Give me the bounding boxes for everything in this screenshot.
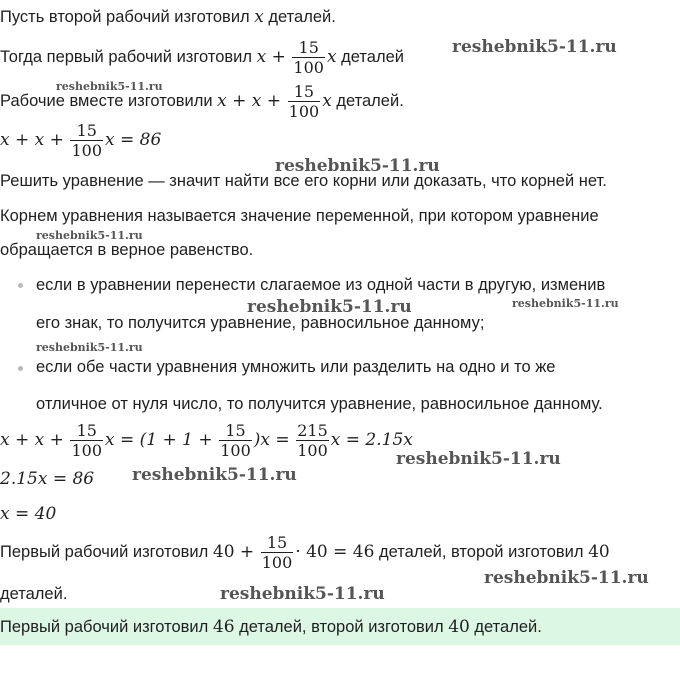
fraction-denominator: 100 bbox=[71, 141, 103, 161]
text-line-1 bbox=[0, 7, 336, 27]
watermark: reshebnik5-11.ru bbox=[247, 297, 412, 317]
bullet-2-line-2: отличное от нуля число, то получится уравнение, равносильное данному. bbox=[36, 395, 603, 413]
bullet-2-line-1: если обе части уравнения умножить или разделить на одно и то же bbox=[36, 358, 556, 376]
line3-expr: x + x + bbox=[217, 91, 282, 111]
eq1-part-1: x + x + bbox=[0, 430, 64, 450]
fraction-numerator: 15 bbox=[298, 38, 319, 58]
equation-line-5 bbox=[0, 418, 413, 462]
line1-text-b: деталей. bbox=[263, 8, 336, 26]
first-text-a: Первый рабочий изготовил bbox=[0, 543, 213, 561]
text-line-first-worker-2: деталей. bbox=[0, 585, 68, 603]
watermark: reshebnik5-11.ru bbox=[484, 568, 649, 588]
answer-text-c: деталей. bbox=[469, 618, 542, 636]
fraction-numerator: 15 bbox=[76, 121, 97, 141]
watermark: reshebnik5-11.ru bbox=[396, 449, 561, 469]
watermark: reshebnik5-11.ru bbox=[132, 465, 297, 485]
fraction-numerator: 215 bbox=[297, 421, 328, 441]
first-math-3: 40 bbox=[588, 542, 610, 562]
fraction-denominator: 100 bbox=[297, 441, 328, 461]
answer-math-2: 40 bbox=[448, 617, 470, 637]
fraction-numerator: 15 bbox=[293, 82, 315, 102]
equation-line-4 bbox=[0, 118, 161, 162]
line3-text-a: Рабочие вместе изготовили bbox=[0, 92, 218, 110]
answer-text-b: деталей, второй изготовил bbox=[234, 618, 449, 636]
first-fraction bbox=[261, 533, 294, 572]
watermark: reshebnik5-11.ru bbox=[512, 297, 619, 310]
eq1-fraction-1 bbox=[70, 421, 103, 460]
first-math-1: 40 + bbox=[212, 542, 255, 562]
equation-line-6: 2.15x = 86 bbox=[0, 469, 95, 489]
eq1-part-3: )x = bbox=[253, 430, 290, 450]
watermark: reshebnik5-11.ru bbox=[220, 584, 385, 604]
answer-box bbox=[0, 608, 680, 645]
fraction-denominator: 100 bbox=[220, 441, 251, 461]
fraction-denominator: 100 bbox=[288, 102, 320, 122]
line1-text-a: Пусть второй рабочий изготовил bbox=[0, 8, 255, 26]
answer-text-a: Первый рабочий изготовил bbox=[0, 618, 213, 636]
line3-text-b: деталей. bbox=[331, 92, 404, 110]
watermark: reshebnik5-11.ru bbox=[56, 80, 163, 93]
fraction-numerator: 15 bbox=[266, 533, 288, 553]
first-text-b: деталей, второй изготовил bbox=[374, 543, 589, 561]
fraction-denominator: 100 bbox=[71, 441, 103, 461]
fraction-denominator: 100 bbox=[293, 58, 324, 78]
line4-expr: x + x + bbox=[0, 130, 64, 150]
line2-text-a: Тогда первый рабочий изготовил bbox=[0, 48, 257, 66]
line2-expr: x + bbox=[256, 47, 286, 67]
answer-math-1: 46 bbox=[212, 617, 235, 637]
fraction-numerator: 15 bbox=[76, 421, 97, 441]
watermark: reshebnik5-11.ru bbox=[36, 229, 143, 242]
answer-text bbox=[0, 617, 542, 637]
watermark: reshebnik5-11.ru bbox=[452, 37, 617, 57]
first-math-2: · 40 = 46 bbox=[295, 542, 375, 562]
text-line-6: Корнем уравнения называется значение переменной, при котором уравнение bbox=[0, 207, 599, 225]
bullet-dot-1 bbox=[18, 283, 23, 288]
text-line-2 bbox=[0, 35, 404, 79]
eq1-fraction-3 bbox=[296, 421, 329, 460]
watermark: reshebnik5-11.ru bbox=[36, 341, 143, 354]
fraction-denominator: 100 bbox=[261, 553, 293, 573]
line3-var: x bbox=[322, 91, 332, 111]
line2-fraction bbox=[292, 38, 325, 77]
text-line-7: обращается в верное равенство. bbox=[0, 241, 254, 259]
line4-tail: x = 86 bbox=[105, 130, 162, 150]
text-line-5: Решить уравнение — значит найти все его корни или доказать, что корней нет. bbox=[0, 172, 607, 190]
eq1-part-4: x = 2.15x bbox=[330, 430, 413, 450]
fraction-numerator: 15 bbox=[225, 421, 246, 441]
eq1-part-2: x = (1 + 1 + bbox=[105, 430, 213, 450]
line3-fraction bbox=[288, 82, 321, 121]
line4-fraction bbox=[70, 121, 103, 160]
line2-var: x bbox=[326, 47, 337, 67]
bullet-1-line-1: если в уравнении перенести слагаемое из одной части в другую, изменив bbox=[36, 276, 606, 294]
bullet-dot-2 bbox=[18, 366, 23, 371]
watermark: reshebnik5-11.ru bbox=[275, 156, 440, 176]
bullet-1-line-2: его знак, то получится уравнение, равносильное данному; bbox=[36, 314, 485, 332]
line1-var: x bbox=[254, 7, 264, 27]
eq1-fraction-2 bbox=[219, 421, 252, 460]
equation-line-7: x = 40 bbox=[0, 504, 57, 524]
line2-text-b: деталей bbox=[336, 48, 404, 66]
